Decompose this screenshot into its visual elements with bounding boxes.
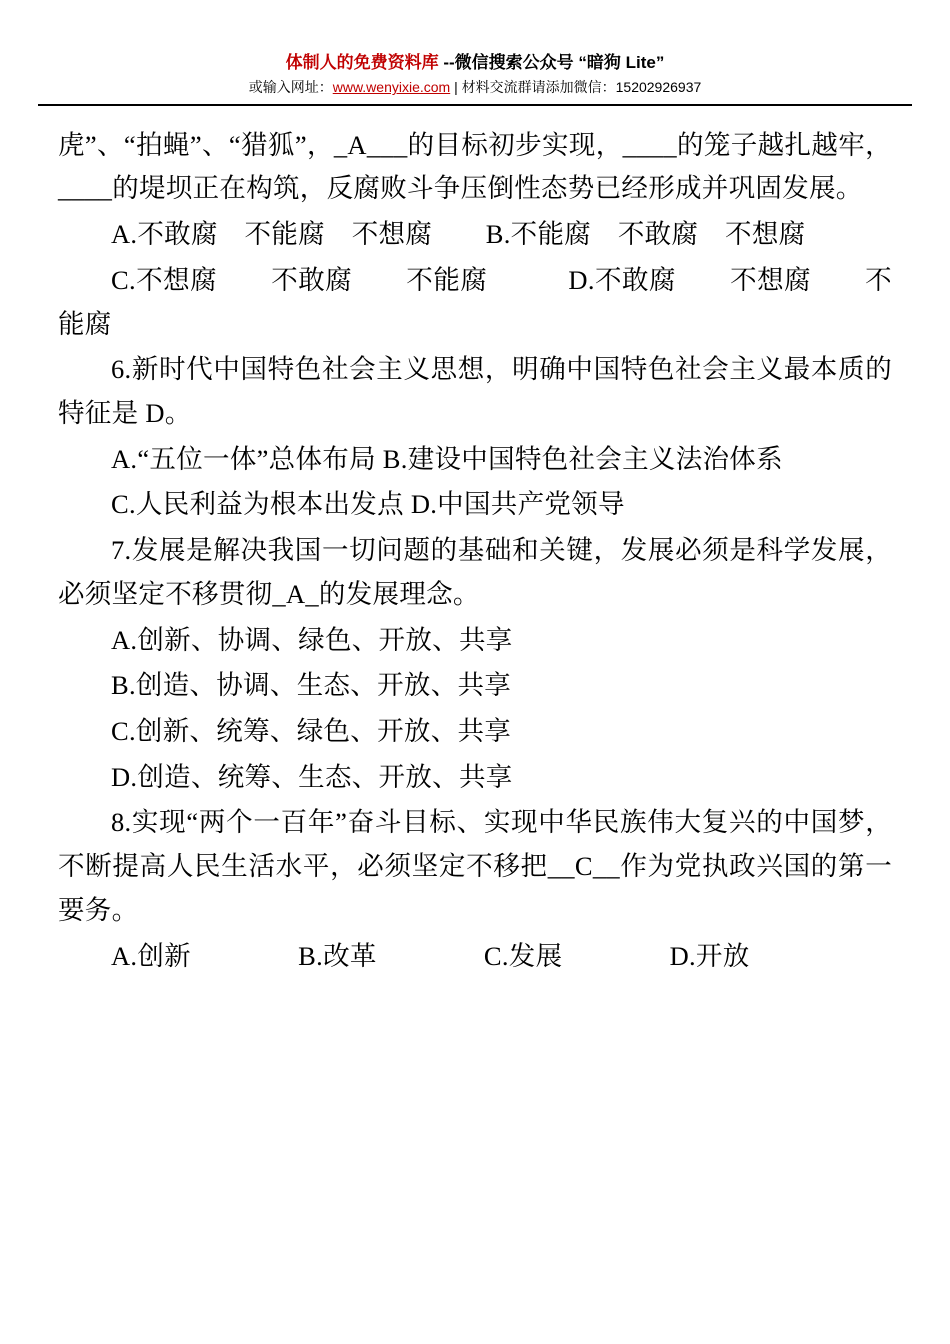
watermark-header (0, 0, 950, 106)
question-6-options-cd: C.人民利益为根本出发点 D.中国共产党领导 (111, 489, 625, 520)
question-6-options-ab: A.“五位一体”总体布局 B.建设中国特色社会主义法治体系 (111, 443, 783, 474)
question-7-option-a: A.创新、协调、绿色、开放、共享 (111, 624, 513, 655)
question-8-options: A.创新 B.改革 C.发展 D.开放 (111, 940, 750, 971)
question-7-option-c: C.创新、统筹、绿色、开放、共享 (111, 716, 512, 747)
question-7-option-d: D.创造、统筹、生态、开放、共享 (111, 761, 513, 792)
header-url-suffix: | 材料交流群请添加微信：15202926937 (450, 79, 702, 96)
question-7-stem: 7.发展是解决我国一切问题的基础和关键，发展必须是科学发展，必须坚定不移贯彻_A_的发展理念。 (58, 535, 892, 609)
document-body (0, 106, 950, 979)
question-6-stem: 6.新时代中国特色社会主义思想，明确中国特色社会主义最本质的特征是 D。 (58, 354, 892, 428)
question-5-options-ab: A.不敢腐 不能腐 不想腐 B.不能腐 不敢腐 不想腐 (111, 219, 806, 250)
header-subtitle-line (0, 78, 950, 98)
header-title-red: 体制人的免费资料库 (285, 53, 439, 72)
header-url-link[interactable]: www.wenyixie.com (332, 79, 451, 96)
question-5-options-cd: C.不想腐 不敢腐 不能腐 D.不敢腐 不想腐 不能腐 (58, 264, 892, 339)
header-title-line (0, 52, 950, 74)
header-title-black: --微信搜索公众号 “暗狗 Lite” (438, 53, 665, 72)
question-8-stem: 8.实现“两个一百年”奋斗目标、实现中华民族伟大复兴的中国梦，不断提高人民生活水平，必须坚定不移把__C__作为党执政兴国的第一要务。 (58, 807, 892, 925)
question-7-option-b: B.创造、协调、生态、开放、共享 (111, 670, 512, 701)
header-url-prefix: 或输入网址： (248, 79, 333, 96)
question-5-stem-continuation: 虎”、“拍蝇”、“猎狐”，_A___的目标初步实现，____的笼子越扎越牢，____的堤坝正在构筑，反腐败斗争压倒性态势已经形成并巩固发展。 (58, 129, 892, 204)
